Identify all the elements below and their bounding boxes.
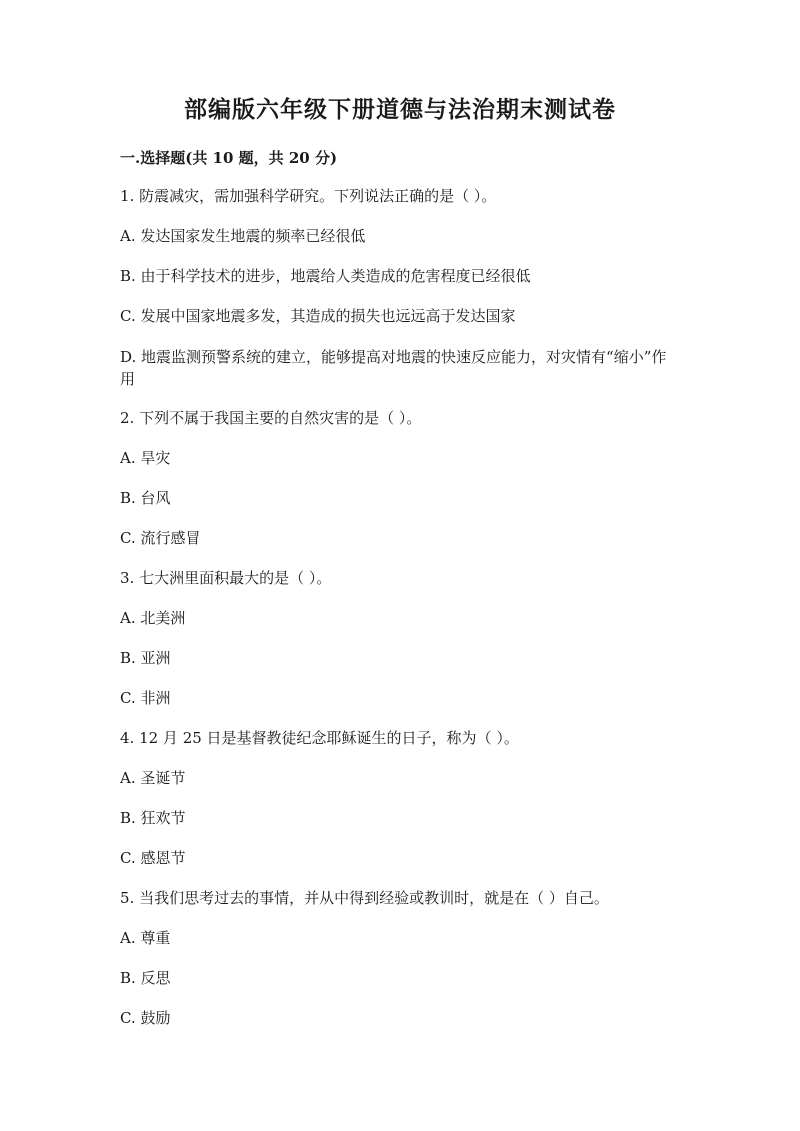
page-title: 部编版六年级下册道德与法治期末测试卷 (184, 96, 616, 123)
question-stem: 2. 下列不属于我国主要的自然灾害的是（ ）。 (120, 409, 422, 427)
question-2 (120, 408, 680, 548)
option-a: A. 旱灾 (120, 449, 171, 467)
question-stem: 3. 七大洲里面积最大的是（ ）。 (120, 569, 332, 587)
question-stem: 5. 当我们思考过去的事情，并从中得到经验或教训时，就是在（ ）自己。 (120, 889, 609, 907)
option-c: C. 非洲 (120, 689, 171, 707)
option-d: D. 地震监测预警系统的建立，能够提高对地震的快速反应能力，对灾情有“缩小”作用 (120, 348, 667, 388)
question-5 (120, 888, 680, 1028)
option-c: C. 发展中国家地震多发，其造成的损失也远远高于发达国家 (120, 307, 516, 325)
question-list (120, 186, 680, 1048)
option-b: B. 狂欢节 (120, 809, 186, 827)
question-stem: 4. 12 月 25 日是基督教徒纪念耶稣诞生的日子，称为（ ）。 (120, 729, 519, 747)
option-b: B. 台风 (120, 489, 171, 507)
option-a: A. 尊重 (120, 929, 171, 947)
option-a: A. 北美洲 (120, 609, 186, 627)
option-a: A. 发达国家发生地震的频率已经很低 (120, 227, 366, 245)
option-c: C. 流行感冒 (120, 529, 201, 547)
question-4 (120, 728, 680, 868)
option-c: C. 鼓励 (120, 1009, 171, 1027)
option-b: B. 由于科学技术的进步，地震给人类造成的危害程度已经很低 (120, 267, 531, 285)
question-1 (120, 186, 680, 390)
option-a: A. 圣诞节 (120, 769, 186, 787)
option-b: B. 反思 (120, 969, 171, 987)
question-3 (120, 568, 680, 708)
option-c: C. 感恩节 (120, 849, 186, 867)
section-heading: 一.选择题(共 10 题，共 20 分) (120, 149, 338, 167)
question-stem: 1. 防震减灾，需加强科学研究。下列说法正确的是（ ）。 (120, 187, 497, 205)
option-b: B. 亚洲 (120, 649, 171, 667)
